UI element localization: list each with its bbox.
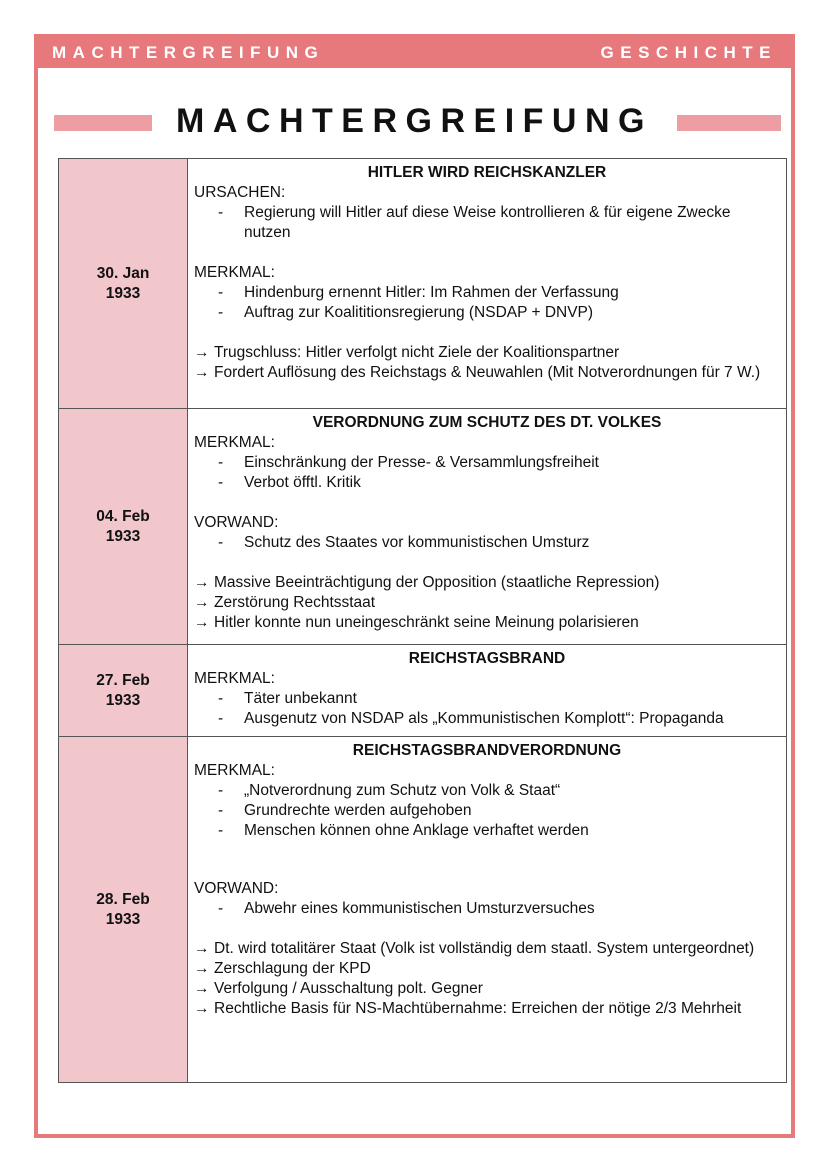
dash-icon: - xyxy=(218,690,224,707)
arrow-icon: → xyxy=(194,364,210,381)
bullet-text: Täter unbekannt xyxy=(244,690,357,707)
event-heading: HITLER WIRD REICHSKANZLER xyxy=(367,164,607,181)
arrow-text: Hitler konnte nun uneingeschränkt seine Meinung polarisieren xyxy=(214,614,639,631)
dash-icon: - xyxy=(218,900,224,917)
date-cell xyxy=(59,159,188,409)
dash-icon: - xyxy=(218,802,224,819)
bullet-item xyxy=(194,689,780,709)
date-cell xyxy=(59,645,188,737)
table-row xyxy=(59,645,787,737)
date-year: 1933 xyxy=(105,910,141,928)
arrow-item xyxy=(194,573,780,593)
bullet-text: Verbot öfftl. Kritik xyxy=(244,474,361,491)
bullet-item xyxy=(194,821,780,841)
dash-icon: - xyxy=(218,534,224,551)
arrow-text: Fordert Auflösung des Reichstags & Neuwahlen (Mit Notverordnungen für 7 W.) xyxy=(214,364,761,381)
date-cell xyxy=(59,737,188,1083)
arrow-item xyxy=(194,343,780,363)
timeline-table xyxy=(58,158,787,1083)
spacer xyxy=(194,323,780,343)
bullet-item xyxy=(194,781,780,801)
arrow-icon: → xyxy=(194,574,210,591)
dash-icon: - xyxy=(218,454,224,471)
bullet-text: Grundrechte werden aufgehoben xyxy=(244,802,472,819)
date-day: 30. Jan xyxy=(96,264,150,282)
event-content xyxy=(188,737,787,1083)
arrow-item xyxy=(194,613,780,633)
table-row xyxy=(59,409,787,645)
date-day: 27. Feb xyxy=(96,671,150,689)
event-heading: VERORDNUNG ZUM SCHUTZ DES DT. VOLKES xyxy=(312,414,662,431)
arrow-icon: → xyxy=(194,614,210,631)
arrow-icon: → xyxy=(194,594,210,611)
spacer xyxy=(194,841,780,879)
bullet-text: Auftrag zur Koalititionsregierung (NSDAP + DNVP) xyxy=(244,304,594,321)
bullet-text: Abwehr eines kommunistischen Umsturzversuches xyxy=(244,900,595,917)
date-year: 1933 xyxy=(105,527,141,545)
table-row xyxy=(59,737,787,1083)
bullet-text: Ausgenutz von NSDAP als „Kommunistischen Komplott“: Propaganda xyxy=(244,710,724,727)
arrow-item xyxy=(194,959,780,979)
arrow-text: Massive Beeinträchtigung der Opposition (staatliche Repression) xyxy=(214,574,660,591)
table-row xyxy=(59,159,787,409)
arrow-text: Trugschluss: Hitler verfolgt nicht Ziele der Koalitionspartner xyxy=(214,344,620,361)
bullet-item xyxy=(194,303,780,323)
event-heading: REICHSTAGSBRANDVERORDNUNG xyxy=(352,742,622,759)
date-year: 1933 xyxy=(105,691,141,709)
spacer xyxy=(194,919,780,939)
bullet-item xyxy=(194,533,780,553)
arrow-item xyxy=(194,593,780,613)
section-label: VORWAND: xyxy=(194,880,279,897)
page-frame xyxy=(34,34,795,1138)
event-heading: REICHSTAGSBRAND xyxy=(408,650,566,667)
dash-icon: - xyxy=(218,710,224,727)
arrow-item xyxy=(194,999,780,1019)
arrow-icon: → xyxy=(194,960,210,977)
arrow-text: Rechtliche Basis für NS-Machtübernahme: Erreichen der nötige 2/3 Mehrheit xyxy=(214,1000,742,1017)
bullet-text: Regierung will Hitler auf diese Weise kontrollieren & für eigene Zwecke nutzen xyxy=(244,204,731,241)
dash-icon: - xyxy=(218,284,224,301)
bullet-item xyxy=(194,283,780,303)
bullet-item xyxy=(194,453,780,473)
header-right-label: GESCHICHTE xyxy=(600,43,777,62)
bullet-text: Menschen können ohne Anklage verhaftet werden xyxy=(244,822,589,839)
dash-icon: - xyxy=(218,782,224,799)
bullet-item xyxy=(194,801,780,821)
section-label: MERKMAL: xyxy=(194,762,275,779)
arrow-item xyxy=(194,939,780,959)
section-label: MERKMAL: xyxy=(194,434,275,451)
bullet-item xyxy=(194,709,780,729)
bullet-item xyxy=(194,203,780,243)
date-day: 04. Feb xyxy=(96,507,150,525)
arrow-icon: → xyxy=(194,1000,210,1017)
arrow-icon: → xyxy=(194,940,210,957)
section-label: MERKMAL: xyxy=(194,264,275,281)
arrow-text: Zerschlagung der KPD xyxy=(214,960,371,977)
event-content xyxy=(188,645,787,737)
date-day: 28. Feb xyxy=(96,890,150,908)
date-year: 1933 xyxy=(105,284,141,302)
dash-icon: - xyxy=(218,822,224,839)
dash-icon: - xyxy=(218,304,224,321)
arrow-item xyxy=(194,979,780,999)
date-cell xyxy=(59,409,188,645)
dash-icon: - xyxy=(218,474,224,491)
header-band xyxy=(38,38,791,68)
arrow-item xyxy=(194,363,780,383)
bullet-text: Hindenburg ernennt Hitler: Im Rahmen der Verfassung xyxy=(244,284,619,301)
event-content xyxy=(188,409,787,645)
title-row xyxy=(38,100,791,146)
bullet-text: Schutz des Staates vor kommunistischen Umsturz xyxy=(244,534,590,551)
section-label: URSACHEN: xyxy=(194,184,286,201)
page-title: MACHTERGREIFUNG xyxy=(176,102,653,140)
section-label: MERKMAL: xyxy=(194,670,275,687)
arrow-text: Verfolgung / Ausschaltung polt. Gegner xyxy=(214,980,483,997)
header-left-label: MACHTERGREIFUNG xyxy=(52,43,325,62)
arrow-icon: → xyxy=(194,980,210,997)
event-content xyxy=(188,159,787,409)
bullet-text: „Notverordnung zum Schutz von Volk & Staat“ xyxy=(244,782,561,799)
dash-icon: - xyxy=(218,204,224,221)
arrow-text: Zerstörung Rechtsstaat xyxy=(214,594,376,611)
section-label: VORWAND: xyxy=(194,514,279,531)
bullet-item xyxy=(194,473,780,493)
bullet-text: Einschränkung der Presse- & Versammlungsfreiheit xyxy=(244,454,599,471)
arrow-text: Dt. wird totalitärer Staat (Volk ist vollständig dem staatl. System untergeordnet) xyxy=(214,940,755,957)
arrow-icon: → xyxy=(194,344,210,361)
spacer xyxy=(194,243,780,263)
bullet-item xyxy=(194,899,780,919)
spacer xyxy=(194,553,780,573)
spacer xyxy=(194,493,780,513)
